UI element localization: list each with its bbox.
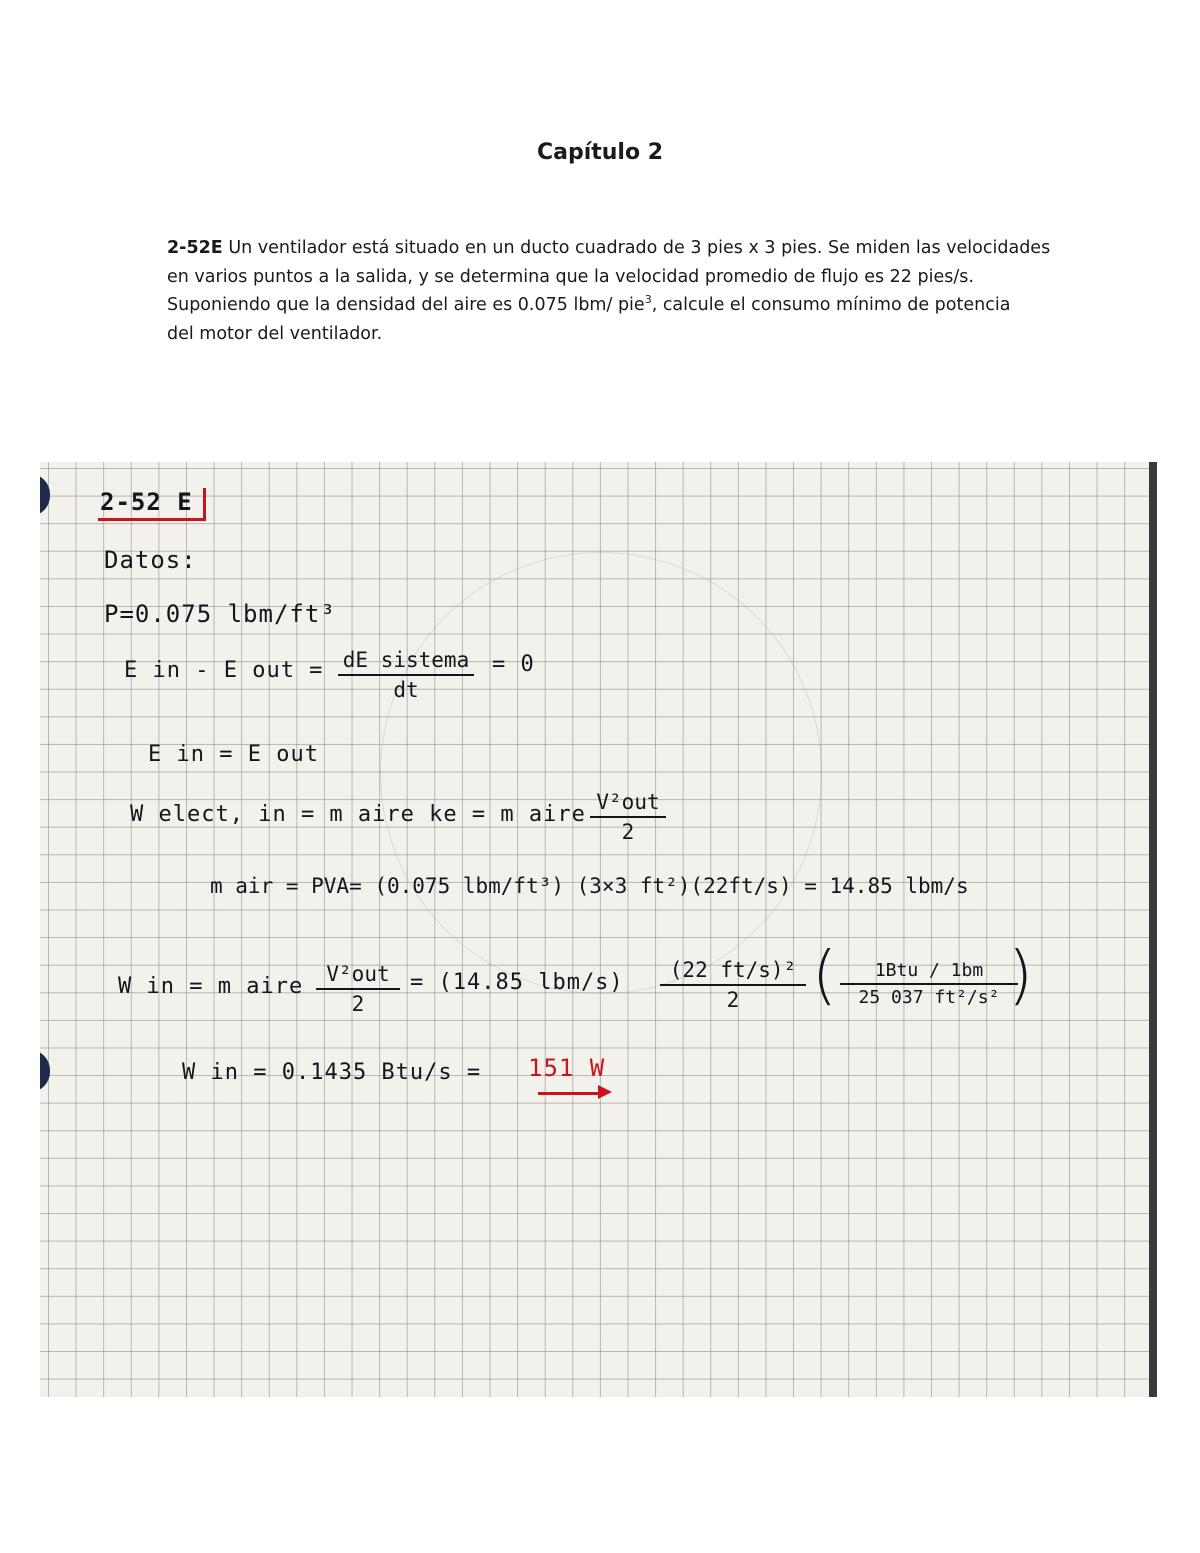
problem-statement <box>167 234 1051 348</box>
hw-left-paren: ( <box>812 939 837 1013</box>
faint-pencil-circle <box>380 552 822 994</box>
hw-mass-flow: m air = PVA= (0.075 lbm/ft³) (3×3 ft²)(22ft/s) = 14.85 lbm/s <box>210 874 969 898</box>
hw-energy-equal: E in = E out <box>148 742 319 767</box>
hw-heading: 2-52 E <box>98 488 206 521</box>
page-title: Capítulo 2 <box>536 140 664 165</box>
problem-line-2: en varios puntos a la salida, y se determina que la velocidad promedio de flujo es 22 pies/s. <box>167 266 974 287</box>
hw-w-in-lhs: W in = m aire <box>118 974 304 999</box>
hw-result-answer: 151 W <box>528 1054 606 1082</box>
problem-line-1: 2-52E Un ventilador está situado en un ducto cuadrado de 3 pies x 3 pies. Se miden las velocidades <box>167 238 1051 258</box>
hw-w-elect-fraction: V²out 2 <box>590 790 666 844</box>
photo-edge <box>1149 462 1157 1397</box>
problem-id: 2-52E <box>167 238 223 258</box>
hw-result-lhs: W in = 0.1435 Btu/s = <box>182 1060 482 1085</box>
hw-datos: Datos: <box>104 546 197 574</box>
hw-energy-balance-fraction: dE sistema dt <box>338 648 474 702</box>
binder-hole-bottom <box>40 1050 50 1092</box>
handwritten-solution-photo <box>40 462 1157 1397</box>
hw-w-in-fraction-2: (22 ft/s)² 2 <box>660 958 806 1012</box>
hw-density: P=0.075 lbm/ft³ <box>104 600 336 628</box>
problem-line-4: del motor del ventilador. <box>167 323 383 344</box>
problem-line-3: Suponiendo que la densidad del aire es 0.075 lbm/ pie$^3$, calcule el consumo mínimo de potencia <box>167 293 1011 315</box>
hw-energy-balance-rhs: = 0 <box>492 652 535 677</box>
hw-w-in-fraction-1: V²out 2 <box>316 962 400 1016</box>
hw-w-in-mid: = (14.85 lbm/s) <box>410 970 624 995</box>
hw-energy-balance-lhs: E in - E out = <box>124 658 324 683</box>
hw-w-elect-lhs: W elect, in = m aire ke = m aire <box>130 802 586 827</box>
answer-underline <box>538 1092 602 1095</box>
binder-hole-top <box>40 474 50 516</box>
answer-arrow-icon <box>598 1085 612 1099</box>
hw-w-in-fraction-3: 1Btu / 1bm 25 037 ft²/s² <box>840 960 1018 1008</box>
hw-right-paren: ) <box>1008 939 1033 1013</box>
